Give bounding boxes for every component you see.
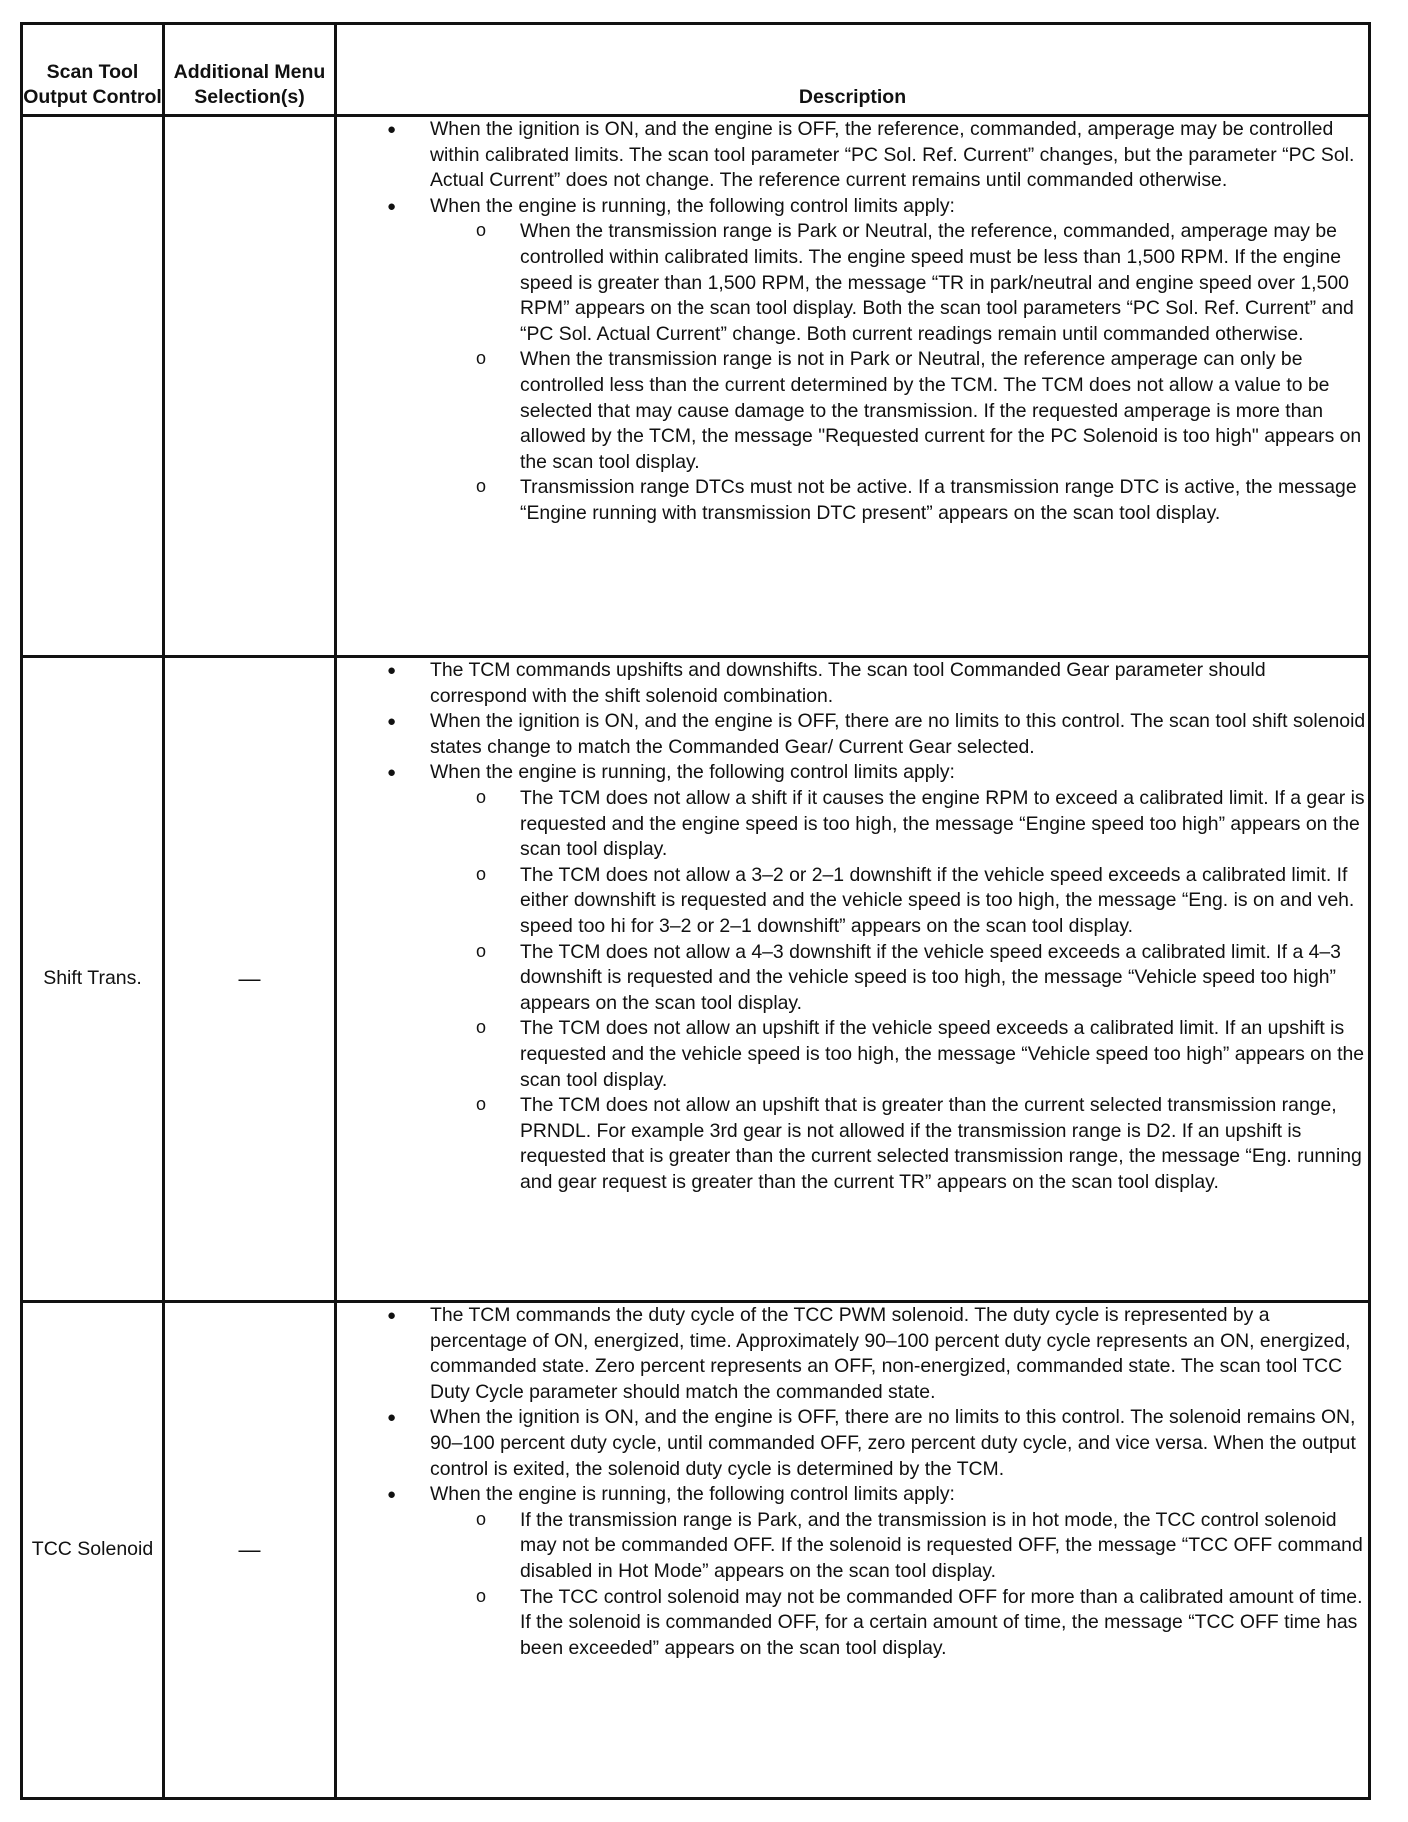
bullet-icon: ● — [387, 121, 397, 138]
list-item-text: When the ignition is ON, and the engine is OFF, the reference, commanded, amperage may be controlled within calibrated limits. The scan tool parameter “PC Sol. Ref. Current” changes, but the parameter “PC Sol. Actual Current” does not change. The reference current remains until commanded otherwise. — [430, 118, 1355, 192]
description-list — [337, 117, 1368, 527]
sub-list — [430, 786, 1368, 1196]
sub-list-item-text: The TCM does not allow an upshift that is greater than the current selected transmission range, PRNDL. For example 3rd gear is not allowed if the transmission range is D2. If an upshift is requested that is greater than the current selected transmission range, the message “Eng. running and gear request is greater than the current TR” appears on the scan tool display. — [520, 1094, 1362, 1193]
scan-tool-output-control-table — [20, 22, 1371, 1800]
circle-bullet-icon: o — [476, 1508, 487, 1529]
bullet-icon: ● — [387, 1486, 397, 1504]
bullet-icon: ● — [387, 1409, 397, 1427]
list-item-text: The TCM commands upshifts and downshifts. The scan tool Commanded Gear parameter should correspond with the shift solenoid combination. — [430, 659, 1266, 707]
circle-bullet-icon: o — [476, 476, 487, 497]
list-item — [337, 1405, 1368, 1482]
circle-bullet-icon: o — [476, 220, 487, 241]
circle-bullet-icon: o — [476, 348, 487, 369]
bullet-icon: ● — [387, 1307, 397, 1324]
sub-list-item-text: The TCM does not allow a 3–2 or 2–1 downshift if the vehicle speed exceeds a calibrated limit. If either downshift is requested and the vehicle speed is too high, the message “Eng. is on and veh. speed too hi for 3–2 or 2–1 downshift” appears on the scan tool display. — [520, 863, 1355, 937]
list-item-text: The TCM commands the duty cycle of the TCC PWM solenoid. The duty cycle is represented by a percentage of ON, energized, time. Approximately 90–100 percent duty cycle represents an ON, energized, commanded state. Zero percent represents an OFF, non-energized, commanded state. The scan tool TCC Duty Cycle parameter should match the commanded state. — [430, 1304, 1351, 1403]
circle-bullet-icon: o — [476, 1017, 487, 1038]
header-additional-menu-selections: Additional Menu Selection(s) — [164, 24, 336, 116]
output-control-cell: Shift Trans. — [22, 657, 164, 1302]
description-list — [337, 658, 1368, 1195]
menu-selection-cell: — — [164, 1302, 336, 1799]
sub-list — [430, 1508, 1368, 1662]
sub-list-item-text: Transmission range DTCs must not be active. If a transmission range DTC is active, the message “Engine running with transmission DTC present” appears on the scan tool display. — [520, 476, 1357, 524]
bullet-icon: ● — [387, 662, 397, 679]
menu-selection-cell: — — [164, 657, 336, 1302]
sub-list-item — [429, 475, 1368, 526]
circle-bullet-icon: o — [476, 1094, 487, 1115]
sub-list-item — [429, 1508, 1368, 1585]
header-description: Description — [336, 24, 1370, 116]
table-row — [22, 116, 1370, 657]
table-row — [22, 657, 1370, 1302]
circle-bullet-icon: o — [476, 863, 487, 884]
description-list — [337, 1303, 1368, 1661]
list-item — [337, 1303, 1368, 1405]
list-item-text: When the engine is running, the following control limits apply: — [430, 1483, 955, 1506]
sub-list-item-text: When the transmission range is not in Park or Neutral, the reference amperage can only be controlled less than the current determined by the TCM. The TCM does not allow a value to be selected that may cause damage to the transmission. If the requested amperage is more than allowed by the TCM, the message "Requested current for the PC Solenoid is too high" appears on the scan tool display. — [520, 348, 1362, 473]
list-item-text: When the ignition is ON, and the engine is OFF, there are no limits to this control. The solenoid remains ON, 90–100 percent duty cycle, until commanded OFF, zero percent duty cycle, and vice versa. When the output control is exited, the solenoid duty cycle is determined by the TCM. — [430, 1406, 1356, 1480]
output-control-cell — [22, 116, 164, 657]
sub-list-item-text: The TCM does not allow a shift if it causes the engine RPM to exceed a calibrated limit. If a gear is requested and the engine speed is too high, the message “Engine speed too high” appears on the scan tool display. — [520, 786, 1365, 861]
sub-list-item-text: The TCM does not allow an upshift if the vehicle speed exceeds a calibrated limit. If an upshift is requested and the vehicle speed is too high, the message “Vehicle speed too high” appears on the scan tool display. — [520, 1017, 1365, 1091]
bullet-icon: ● — [387, 713, 397, 731]
circle-bullet-icon: o — [476, 1585, 487, 1606]
sub-list-item — [429, 1093, 1368, 1195]
sub-list-item-text: If the transmission range is Park, and the transmission is in hot mode, the TCC control solenoid may not be commanded OFF. If the solenoid is requested OFF, the message “TCC OFF command disabled in Hot Mode” appears on the scan tool display. — [520, 1508, 1363, 1582]
sub-list-item-text: When the transmission range is Park or Neutral, the reference, commanded, amperage may be controlled within calibrated limits. The engine speed must be less than 1,500 RPM. If the engine speed is greater than 1,500 RPM, the message “TR in park/neutral and engine speed over 1,500 RPM” appears on the scan tool display. Both the scan tool parameters “PC Sol. Ref. Current” and “PC Sol. Actual Current” change. Both current readings remain until commanded otherwise. — [520, 220, 1354, 345]
header-scan-tool-output-control: Scan Tool Output Control — [22, 24, 164, 116]
sub-list-item — [429, 347, 1368, 475]
description-cell — [336, 657, 1370, 1302]
sub-list-item — [429, 863, 1368, 940]
circle-bullet-icon: o — [476, 940, 487, 961]
list-item — [337, 1482, 1368, 1661]
table-row — [22, 1302, 1370, 1799]
list-item — [337, 760, 1368, 1195]
sub-list-item-text: The TCM does not allow a 4–3 downshift if the vehicle speed exceeds a calibrated limit. If a 4–3 downshift is requested and the vehicle speed is too high, the message “Vehicle speed too high” appears on the scan tool display. — [520, 940, 1341, 1014]
sub-list-item — [429, 1585, 1368, 1662]
bullet-icon: ● — [387, 197, 397, 215]
list-item — [337, 117, 1368, 194]
list-item-text: When the engine is running, the following control limits apply: — [430, 194, 955, 217]
menu-selection-cell — [164, 116, 336, 657]
sub-list-item — [429, 940, 1368, 1017]
sub-list-item — [429, 786, 1368, 863]
circle-bullet-icon: o — [476, 786, 487, 807]
description-cell — [336, 1302, 1370, 1799]
bullet-icon: ● — [387, 764, 397, 782]
table-header-row — [22, 24, 1370, 116]
list-item-text: When the ignition is ON, and the engine is OFF, there are no limits to this control. The scan tool shift solenoid states change to match the Commanded Gear/ Current Gear selected. — [430, 710, 1366, 758]
description-cell — [336, 116, 1370, 657]
sub-list-item — [429, 219, 1368, 347]
list-item-text: When the engine is running, the following control limits apply: — [430, 761, 955, 784]
sub-list-item-text: The TCC control solenoid may not be commanded OFF for more than a calibrated amount of time. If the solenoid is commanded OFF, for a certain amount of time, the message “TCC OFF time has been exceeded” appears on the scan tool display. — [520, 1585, 1363, 1659]
sub-list — [430, 219, 1368, 526]
list-item — [337, 194, 1368, 527]
sub-list-item — [429, 1016, 1368, 1093]
output-control-cell: TCC Solenoid — [22, 1302, 164, 1799]
list-item — [337, 658, 1368, 709]
list-item — [337, 709, 1368, 760]
